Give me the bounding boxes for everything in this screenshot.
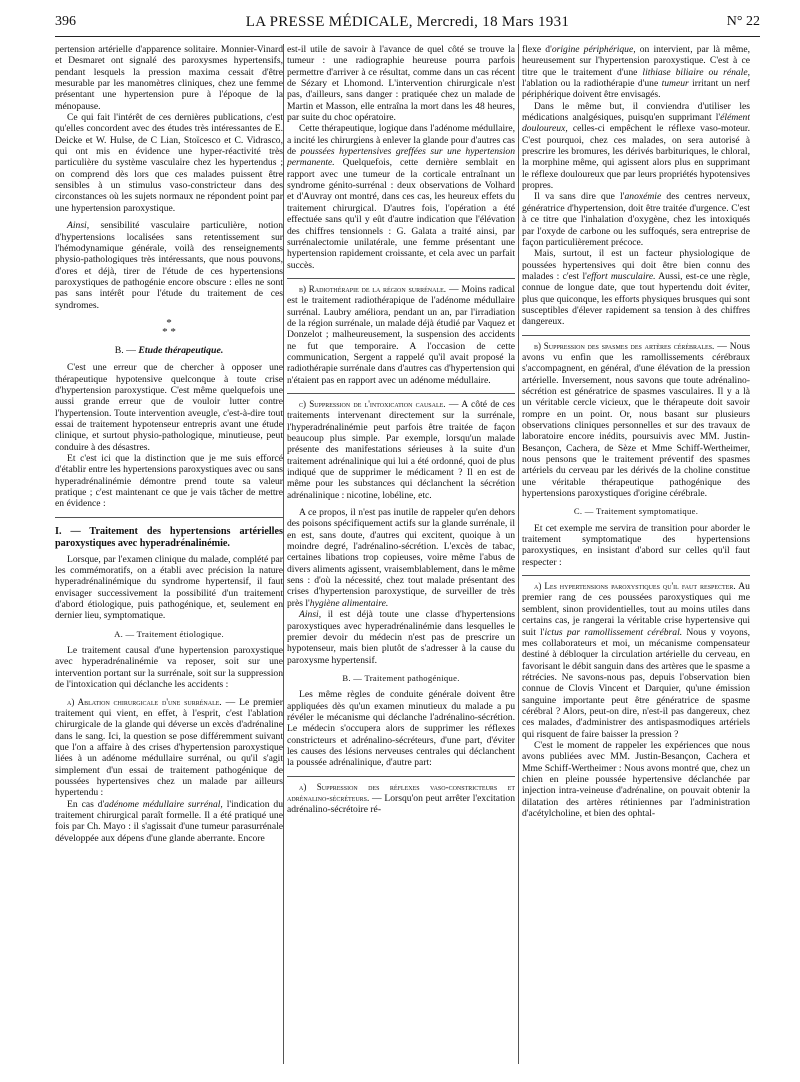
section-separator-stars: * * *	[162, 316, 176, 338]
paragraph: C'est le moment de rappeler les expériences que nous avons publiées avec MM. Justin-Besançon, Cachera et Mme Schiff-Wertheimer : Nous avons montré que, chez un chien en pleine poussée hypertensive déclanchée par injection intra-veineuse d'adrénaline, on pouvait obtenir la dilatation des artères rétiniennes par l'administration d'acétylcholine, et bien des ophtal-	[522, 739, 750, 819]
paragraph: Mais, surtout, il est un facteur physiologique de poussées hypertensives qui doit être bien connu des malades : c'est l'effort musculaire. Aussi, est-ce une règle, connue de longue date, que tout hypertendu doit éviter, plus que quiconque, les efforts physiques brusques qui sont susceptibles d'élever rapidement sa tension à des chiffres dangereux.	[522, 248, 750, 328]
paragraph: b) Radiothérapie de la région surrénale. — Moins radical est le traitement radiothérapique de l'adénome médullaire surrénal. Laubry améliora, pendant un an, par l'irradiation de la région surrénale, un malade déjà étudié par Vaquez et Donzelot ; malheureusement, la suspension des accidents ne fut que temporaire. A l'occasion de cette communication, Sergent a rappelé qu'il avait proposé la radiothérapie surrénale dans d'autres cas d'hypertension qui n'étaient pas en rapport avec un adénome médullaire.	[287, 283, 515, 386]
section-heading: B. — Etude thérapeutique.	[114, 344, 224, 356]
subsection-heading: B. — Traitement pathogénique.	[342, 672, 460, 683]
divider	[55, 517, 283, 518]
paragraph: C'est une erreur que de chercher à opposer une thérapeutique hypotensive quelconque à toute crise d'hypertension paroxystique. C'est même quelquefois une aussi grande erreur que de vouloir lutter contre l'hypertension. Toute intervention aveugle, c'est-à-dire tout essai de traitement hypotenseur entrepris avant une étude clinique, et surtout physio-pathologique, minutieuse, peut conduire à des désastres.	[55, 362, 283, 453]
paragraph: c) Suppression de l'intoxication causale. — A côté de ces traitements intervenant directement sur la surrénale, l'hyperadrénalinémie peut parfois être traitée de façon beaucoup plus simple. Par exemple, lorsqu'un malade présente des manifestations sérieuses à la suite d'un traitement adrénalinique qui lui a été ordonné, quoi de plus indiqué que de supprimer le médicament ? Il en est de même pour les substances qui déclanchent la sécrétion adrénalinique : nicotine, lobéline, etc.	[287, 398, 515, 501]
paragraph: En cas d'adénome médullaire surrénal, l'indication du traitement chirurgical paraît formelle. Il a été pratiqué une fois par Ch. Mayo : il s'agissait d'une tumeur parasurrénale développée aux dépens d'une glande aberrante. Encore	[55, 798, 283, 844]
column-divider	[283, 44, 284, 1064]
paragraph: flexe d'origine périphérique, on intervient, par là même, heureusement sur l'hypertension paroxystique. C'est à ce titre que le traitement d'une lithiase biliaire ou rénale, l'ablation ou la radiothérapie d'une tumeur irritant un nerf périphérique doivent être envisagés.	[522, 44, 750, 101]
paragraph: A ce propos, il n'est pas inutile de rappeler qu'en dehors des poisons spécifiquement actifs sur la glande surrénale, il en est, sans doute, d'autres qui excitent, quoique à un moindre degré, l'adrénalino-sécrétion. L'excès de tabac, certaines libations trop copieuses, voire même l'abus de divers aliments agissent, vraisemblablement, dans le même sens : d'où la nécessité, chez tout malade présentant des crises d'hypertension paroxystique, de surveiller de très près l'hygiène alimentaire.	[287, 507, 515, 609]
text-column-1	[55, 44, 283, 1074]
paragraph: Les même règles de conduite générale doivent être appliquées dès qu'un examen minutieux du malade a pu révéler le mécanisme qui déclanche l'adrénalino-sécrétion. Le médecin s'occupera alors de supprimer les réflexes constricteurs et adrénalino-sécréteurs, d'une part, d'éviter les causes des lésions nerveuses centrales qui déclanchent la poussée adrénalinique, d'autre part:	[287, 689, 515, 769]
journal-title: LA PRESSE MÉDICALE, Mercredi, 18 Mars 1931	[245, 14, 570, 30]
paragraph: a) Les hypertensions paroxystiques qu'il faut respecter. Au premier rang de ces poussées paroxystiques qui me semblent, sinon providentielles, tout au moins utiles dans certains cas, je rangerai la véritable crise hypertensive qui suit l'ictus par ramollissement cérébral. Nous y voyons, mes collaborateurs et moi, un mécanisme compensateur destiné à débloquer la circulation artérielle du cerveau, en favorisant le débit sanguin dans des artères que le spasme a rétrécies. Ne savons-nous pas, depuis l'observation bien connue de Clovis Vincent et Darquier, qu'une émission sanguine importante peut être génératrice de spasme cérébral ? Alors, peut-on dire, n'est-il pas dangereux, chez ces malades, d'administrer des antispasmodiques artériels qui risquent de faire baisser la pression ?	[522, 581, 750, 740]
page-header	[55, 14, 760, 37]
part-heading: I. — Traitement des hypertensions artérielles paroxystiques avec hyperadrénalinémie.	[55, 525, 283, 549]
divider	[522, 335, 750, 336]
divider	[287, 278, 515, 279]
paragraph: Cette thérapeutique, logique dans l'adénome médullaire, a incité les chirurgiens à enlever la glande pour d'autres cas de poussées hypertensives greffées sur une hypertension permanente. Quelquefois, cette dernière semblait en rapport avec une tumeur de la corticale entraînant un syndrome génito-surrénal : deux observations de Volhard et d'Auvray ont montré, dans ces cas, les heureux effets du traitement chirurgical. D'autres fois, l'opération a été effectuée sans qu'il y eût d'autre indication que l'élévation des chiffres tensionnels : G. Galata a traité ainsi, par surrénalectomie unilatérale, une femme présentant une hypertension rapidement croissante, et cela avec un parfait succès.	[287, 123, 515, 271]
paragraph: est-il utile de savoir à l'avance de quel côté se trouve la tumeur : une radiographie heureuse pourra parfois permettre d'arriver à ce résultat, comme dans un cas récent de Sézary et Lhomond. L'intervention chirurgicale n'est pas, d'ailleurs, sans danger : pratiquée chez un malade de Martin et Masson, elle entraîna la mort dans les 48 heures, par suite du choc opératoire.	[287, 44, 515, 124]
text-column-2	[287, 44, 515, 1074]
divider	[287, 776, 515, 777]
text-column-3	[522, 44, 750, 1074]
divider	[522, 575, 750, 576]
paragraph: b) Suppression des spasmes des artères cérébrales. — Nous avons vu enfin que les ramollissements cérébraux s'accompagnent, en général, d'une élévation de la pression artérielle. Inversement, nous savons que toute adrénalino-sécrétion est génératrice de spasmes vasculaires. Il y a là un véritable cercle vicieux, que le thérapeute doit savoir rompre en un point. Or, nous basant sur plusieurs observations cliniques personnelles et sur des travaux de laboratoire encore inédits, poursuivis avec MM. Justin-Besançon, Cachera, de Sèze et Mme Schiff-Wertheimer, nous pensons que le traitement préventif des spasmes artériels du cerveau par les dérivés de la choline constitue une véritable thérapeutique pathogénique des hypertensions paroxystiques d'origine cérébrale.	[522, 340, 750, 500]
paragraph: Ce qui fait l'intérêt de ces dernières publications, c'est qu'elles concordent avec des études très intéressantes de E. Deicke et W. Hulse, de C Lian, Stoïcesco et C. Vidrasco, qui ont mis en évidence une hyper-réactivité très particulière du système vasculaire chez les hypertendus ; on comprend dès lors que ces malades puissent être sensibles à un stimulus vaso-constricteur dans des circonstances où les sujets normaux ne répondent point par une hypertension paroxystique.	[55, 112, 283, 214]
paragraph: Lorsque, par l'examen clinique du malade, complété par les commémoratifs, on a établi avec précision la nature hyperadrénalinémique du syndrome hypertensif, il faut envisager successivement la possibilité d'un traitement d'abord étiologique, puis pathogénique, et, seulement en dernier lieu, symptomatique.	[55, 553, 283, 622]
paragraph: Ainsi, il est déjà toute une classe d'hypertensions paroxystiques avec hyperadrénalinémie dans lesquelles le premier devoir du médecin n'est pas de prescrire un hypotenseur, mais bien plutôt de s'adresser à la cause du paroxysme hypertensif.	[287, 609, 515, 666]
paragraph: pertension artérielle d'apparence solitaire. Monnier-Vinard et Desmaret ont signalé des paroxysmes hypertensifs, pendant lesquels la pression maxima cessait d'être mesurable par les manomètres cliniques, chez une femme présentant une hypertension pure à l'époque de la ménopause.	[55, 44, 283, 112]
paragraph: a) Ablation chirurgicale d'une surrénale. — Le premier traitement qui vient, en effet, à l'esprit, c'est l'ablation chirurgicale de la glande qui déverse un excès d'adrénaline dans le sang. Ici, la question se pose différemment suivant que l'on a affaire à des crises d'hypertension paroxystique liées à un adénome médullaire surrénal, ou qu'il s'agit simplement d'un essai de traitement pathogénique de poussées hypertensives chez un malade par ailleurs hypertendu :	[55, 696, 283, 799]
issue-number: N° 22	[726, 14, 760, 29]
paragraph: Et c'est ici que la distinction que je me suis efforcé d'établir entre les hypertensions paroxystiques avec ou sans hyperadrénalinémie démontre prend toute sa valeur pratique ; c'est maintenant ce que je vais tâcher de mettre en évidence :	[55, 453, 283, 510]
paragraph: Ainsi, sensibilité vasculaire particulière, notion d'hypertensions localisées sans retentissement sur l'hémodynamique générale, voilà des renseignements physio-pathologiques très intéressants, que nous pouvons, d'ores et déjà, tirer de l'étude de ces hypertensions paroxystiques de pathogénie encore obscure : elles ne sont pas sans intérêt pour l'étude du traitement de ces syndromes.	[55, 220, 283, 311]
subsection-heading: C. — Traitement symptomatique.	[573, 506, 699, 517]
paragraph: Et cet exemple me servira de transition pour aborder le traitement symptomatique des hypertensions paroxystiques, en insistant d'abord sur celles qu'il faut respecter :	[522, 522, 750, 568]
page-number: 396	[55, 14, 76, 29]
divider	[287, 393, 515, 394]
paragraph: Il va sans dire que l'anoxémie des centres nerveux, génératrice d'hypertension, doit être traitée d'urgence. C'est à ce titre que l'inhalation d'oxygène, chez les intoxiqués par l'oxyde de carbone ou les suffoqués, sera entreprise de façon particulièrement précoce.	[522, 191, 750, 248]
column-divider	[518, 44, 519, 1064]
paragraph: Le traitement causal d'une hypertension paroxystique avec hyperadrénalinémie va reposer, soit sur une intervention portant sur la surrénale, soit sur la suppression de l'intoxication qui déclanche les accidents :	[55, 645, 283, 691]
subsection-heading: A. — Traitement étiologique.	[114, 628, 224, 639]
paragraph: a) Suppression des réflexes vaso-constricteurs et adrénalino-sécréteurs. — Lorsqu'on peut arrêter l'excitation adrénalino-sécrétoire ré-	[287, 781, 515, 816]
paragraph: Dans le même but, il conviendra d'utiliser les médications analgésiques, puisqu'en supprimant l'élément douloureux, celles-ci empêchent le réflexe vaso-moteur. C'est pourquoi, chez ces malades, on sera autorisé à prescrire les bromures, les dérivés barbituriques, le chloral, la morphine même, qui agissent alors plus en supprimant le réflexe douloureux que par leurs propriétés hypotensives propres.	[522, 100, 750, 192]
